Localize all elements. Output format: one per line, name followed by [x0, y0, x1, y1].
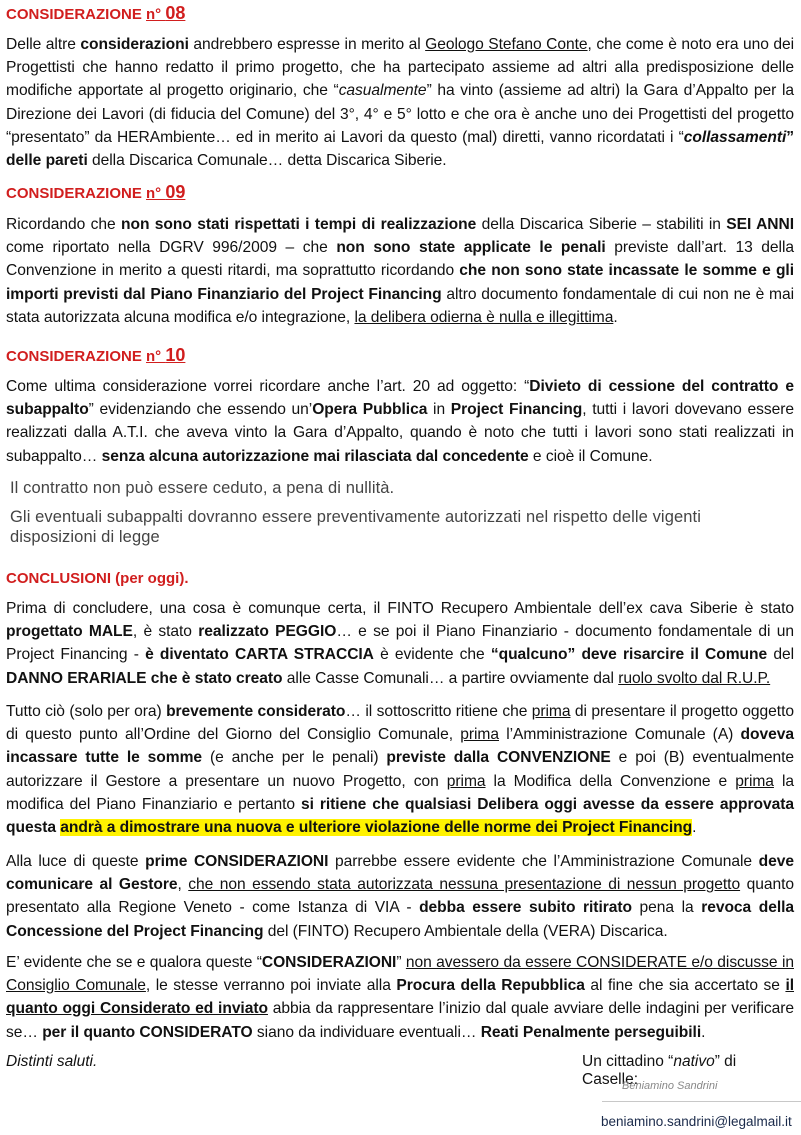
scanned-excerpt-line-2: Gli eventuali subappalti dovranno essere preventivamente autorizzati nel rispetto delle vigenti — [10, 508, 701, 526]
heading-considerazione-08: CONSIDERAZIONE n° 08 — [6, 3, 186, 23]
scanned-excerpt-line-3: disposizioni di legge — [10, 528, 160, 546]
paragraph-conclusioni-4: E’ evidente che se e qualora queste “CONSIDERAZIONI” non avessero da essere CONSIDERATE e/o discusse in Consiglio Comunale, le stesse verranno poi inviate alla Procura della Repubblica al fine che sia accertato se il quanto oggi Considerato ed inviato abbia da rappresentare l’inizio dal quale avviare delle indagini per verificare se… per il quanto CONSIDERATO siano da individuare eventuali… Reati Penalmente perseguibili. — [6, 954, 795, 1041]
paragraph-considerazione-10: Come ultima considerazione vorrei ricordare anche l’art. 20 ad oggetto: “Divieto di cessione del contratto e subappalto” evidenziando che essendo un’Opera Pubblica in Project Financing, tutti i lavori dovevano essere realizzati dalla A.T.I. che aveva vinto la Gara d’Appalto, quando è noto che tutti i lavori sono stati realizzati in subappalto… senza alcuna autorizzazione mai rilasciata dal concedente e cioè il Comune. — [6, 378, 795, 465]
paragraph-conclusioni-3: Alla luce di queste prime CONSIDERAZIONI parrebbe essere evidente che l’Amministrazione Comunale deve comunicare al Gestore, che non essendo stata autorizzata nessuna presentazione di nessun progetto quanto presentato alla Regione Veneto - come Istanza di VIA - debba essere subito ritirato pena la revoca della Concessione del Project Financing del (FINTO) Recupero Ambientale della (VERA) Discarica. — [6, 853, 795, 940]
signature-name: Beniamino Sandrini — [622, 1080, 718, 1092]
heading-considerazione-09: CONSIDERAZIONE n° 09 — [6, 182, 186, 202]
paragraph-considerazione-08: Delle altre considerazioni andrebbero espresse in merito al Geologo Stefano Conte, che come è noto era uno dei Progettisti che hanno redatto il primo progetto, che ha partecipato assieme ad altri alla predisposizione delle modifiche apportate al progetto originario, che “casualmente” ha vinto (assieme ad altri) la Gara d’Appalto per la Direzione dei Lavori (di fiducia del Comune) del 3°, 4° e 5° lotto e che ora è anche uno dei Progettisti del progetto “presentato” da HERAmbiente… ed in merito ai Lavori da questo (mal) diretti, vanno ricordatati i “collassamenti” delle pareti della Discarica Comunale… detta Discarica Siberie. — [6, 36, 794, 170]
paragraph-considerazione-09: Ricordando che non sono stati rispettati i tempi di realizzazione della Discarica Siberie – stabiliti in SEI ANNI come riportato nella DGRV 996/2009 – che non sono state applicate le penali previste dall’art. 13 della Convenzione in merito a questi ritardi, ma soprattutto ricordando che non sono state incassate le somme e gli importi previsti dal Piano Finanziario del Project Financing altro documento fondamentale di cui non ne è mai stata autorizzata alcuna modifica e/o integrazione, la delibera odierna è nulla e illegittima. — [6, 216, 795, 326]
highlighted-statement: andrà a dimostrare una nuova e ulteriore violazione delle norme dei Project Financing — [60, 819, 693, 837]
paragraph-conclusioni-2: Tutto ciò (solo per ora) brevemente considerato… il sottoscritto ritiene che prima di presentare il progetto oggetto di questo punto all’Ordine del Giorno del Consiglio Comunale, prima l’Amministrazione Comunale (A) doveva incassare tutte le somme (e anche per le penali) previste dalla CONVENZIONE e poi (B) eventualmente autorizzare il Gestore a presentare un nuovo Progetto, con prima la Modifica della Convenzione e prima la modifica del Piano Finanziario e pertanto si ritiene che qualsiasi Delibera oggi avesse da essere approvata questa andrà a dimostrare una nuova e ulteriore violazione delle norme dei Project Financing. — [6, 703, 795, 837]
heading-conclusioni: CONCLUSIONI (per oggi). — [6, 570, 189, 587]
paragraph-conclusioni-1: Prima di concludere, una cosa è comunque certa, il FINTO Recupero Ambientale dell’ex cava Siberie è stato progettato MALE, è stato realizzato PEGGIO… e se poi il Piano Finanziario - documento fondamentale di un Project Financing - è diventato CARTA STRACCIA è evidente che “qualcuno” deve risarcire il Comune del DANNO ERARIALE che è stato creato alle Casse Comunali… a partire ovviamente dal ruolo svolto dal R.U.P. — [6, 600, 795, 687]
closing-greeting: Distinti saluti. — [6, 1053, 98, 1070]
signer-line: Un cittadino “nativo” di Caselle: — [582, 1053, 737, 1088]
heading-considerazione-10: CONSIDERAZIONE n° 10 — [6, 345, 186, 365]
signature-divider — [602, 1101, 801, 1102]
signer-email: beniamino.sandrini@legalmail.it — [601, 1114, 792, 1129]
scanned-excerpt-line-1: Il contratto non può essere ceduto, a pena di nullità. — [10, 479, 395, 497]
